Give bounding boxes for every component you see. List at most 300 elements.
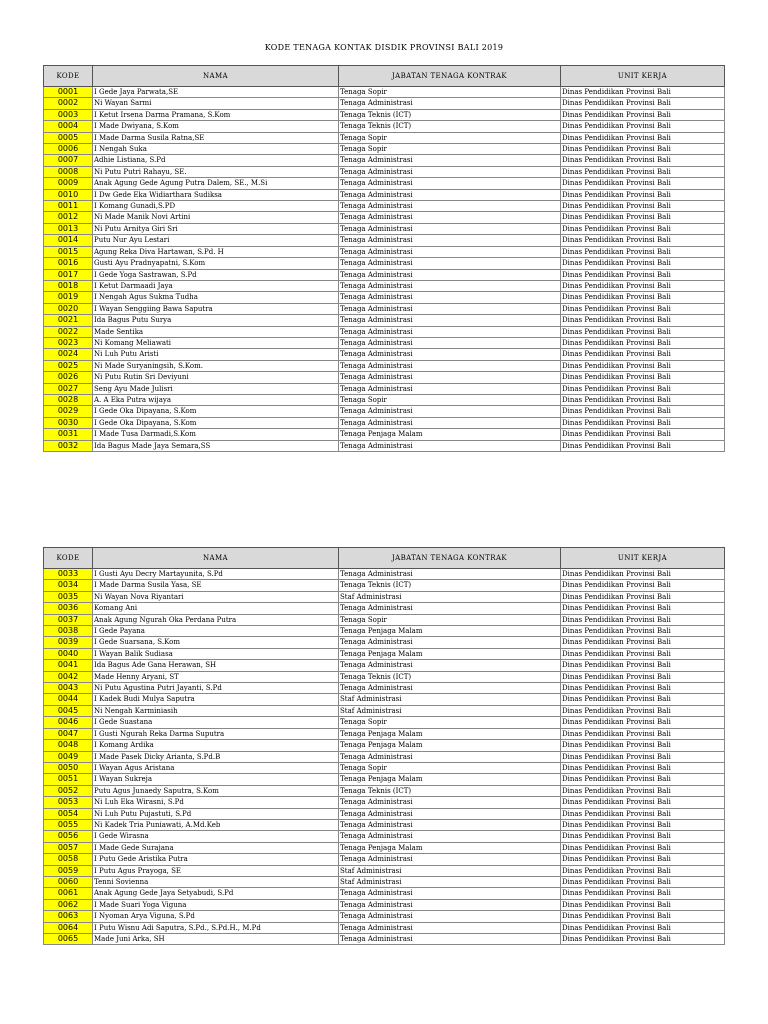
cell-kode: 0038 (44, 626, 93, 637)
cell-nama: I Gede Jaya Parwata,SE (93, 87, 339, 98)
cell-nama: I Dw Gede Eka Widiarthara Sudiksa (93, 189, 339, 200)
cell-kode: 0025 (44, 360, 93, 371)
cell-nama: Adhie Listiana, S.Pd (93, 155, 339, 166)
cell-unit-kerja: Dinas Pendidikan Provinsi Bali (561, 637, 725, 648)
cell-jabatan: Tenaga Administrasi (339, 235, 561, 246)
cell-jabatan: Tenaga Administrasi (339, 888, 561, 899)
cell-nama: I Nengah Suka (93, 144, 339, 155)
table-row (44, 569, 725, 580)
cell-kode: 0002 (44, 98, 93, 109)
cell-kode: 0001 (44, 87, 93, 98)
cell-nama: I Putu Agus Prayoga, SE (93, 865, 339, 876)
table-row (44, 808, 725, 819)
cell-jabatan: Tenaga Administrasi (339, 797, 561, 808)
cell-nama: Anak Agung Ngurah Oka Perdana Putra (93, 614, 339, 625)
cell-nama: A. A Eka Putra wijaya (93, 394, 339, 405)
cell-jabatan: Tenaga Administrasi (339, 315, 561, 326)
cell-jabatan: Tenaga Administrasi (339, 337, 561, 348)
cell-nama: I Komang Ardika (93, 740, 339, 751)
cell-kode: 0012 (44, 212, 93, 223)
cell-nama: Ni Wayan Sarmi (93, 98, 339, 109)
cell-nama: I Gede Suastana (93, 717, 339, 728)
cell-kode: 0053 (44, 797, 93, 808)
cell-jabatan: Tenaga Administrasi (339, 637, 561, 648)
cell-kode: 0050 (44, 762, 93, 773)
cell-kode: 0026 (44, 372, 93, 383)
cell-kode: 0051 (44, 774, 93, 785)
table-row (44, 717, 725, 728)
cell-unit-kerja: Dinas Pendidikan Provinsi Bali (561, 808, 725, 819)
table-row (44, 212, 725, 223)
cell-nama: I Made Darma Susila Ratna,SE (93, 132, 339, 143)
cell-jabatan: Tenaga Administrasi (339, 201, 561, 212)
cell-nama: Made Juni Arka, SH (93, 934, 339, 945)
cell-nama: Ni Kadek Tria Puniawati, A.Md.Keb (93, 819, 339, 830)
cell-kode: 0017 (44, 269, 93, 280)
cell-unit-kerja: Dinas Pendidikan Provinsi Bali (561, 440, 725, 451)
cell-unit-kerja: Dinas Pendidikan Provinsi Bali (561, 762, 725, 773)
cell-kode: 0061 (44, 888, 93, 899)
header-kode: KODE (44, 548, 93, 569)
table-row (44, 660, 725, 671)
cell-kode: 0024 (44, 349, 93, 360)
table-row (44, 144, 725, 155)
table-row (44, 189, 725, 200)
cell-kode: 0027 (44, 383, 93, 394)
cell-jabatan: Tenaga Administrasi (339, 189, 561, 200)
cell-nama: I Made Pasek Dicky Arianta, S.Pd.B (93, 751, 339, 762)
cell-nama: I Ketut Irsena Darma Pramana, S.Kom (93, 109, 339, 120)
cell-unit-kerja: Dinas Pendidikan Provinsi Bali (561, 717, 725, 728)
cell-unit-kerja: Dinas Pendidikan Provinsi Bali (561, 705, 725, 716)
cell-unit-kerja: Dinas Pendidikan Provinsi Bali (561, 337, 725, 348)
cell-jabatan: Tenaga Administrasi (339, 372, 561, 383)
cell-unit-kerja: Dinas Pendidikan Provinsi Bali (561, 922, 725, 933)
cell-jabatan: Tenaga Administrasi (339, 569, 561, 580)
cell-jabatan: Tenaga Teknis (ICT) (339, 109, 561, 120)
cell-unit-kerja: Dinas Pendidikan Provinsi Bali (561, 132, 725, 143)
cell-nama: Ni Putu Putri Rahayu, SE. (93, 166, 339, 177)
cell-kode: 0062 (44, 899, 93, 910)
cell-kode: 0040 (44, 648, 93, 659)
cell-unit-kerja: Dinas Pendidikan Provinsi Bali (561, 189, 725, 200)
table-header-row (44, 66, 725, 87)
cell-jabatan: Tenaga Penjaga Malam (339, 429, 561, 440)
cell-unit-kerja: Dinas Pendidikan Provinsi Bali (561, 166, 725, 177)
cell-kode: 0034 (44, 580, 93, 591)
cell-unit-kerja: Dinas Pendidikan Provinsi Bali (561, 591, 725, 602)
cell-kode: 0010 (44, 189, 93, 200)
cell-nama: I Made Gede Surajana (93, 842, 339, 853)
cell-nama: I Made Suari Yoga Viguna (93, 899, 339, 910)
cell-kode: 0031 (44, 429, 93, 440)
table-row (44, 201, 725, 212)
cell-nama: I Wayan Senggiing Bawa Saputra (93, 303, 339, 314)
cell-kode: 0006 (44, 144, 93, 155)
table-row (44, 98, 725, 109)
cell-kode: 0020 (44, 303, 93, 314)
cell-jabatan: Staf Administrasi (339, 705, 561, 716)
cell-jabatan: Tenaga Administrasi (339, 383, 561, 394)
header-unit-kerja: UNIT KERJA (561, 548, 725, 569)
cell-nama: I Komang Gunadi,S.PD (93, 201, 339, 212)
table-row (44, 417, 725, 428)
cell-kode: 0059 (44, 865, 93, 876)
cell-unit-kerja: Dinas Pendidikan Provinsi Bali (561, 671, 725, 682)
table-row (44, 762, 725, 773)
cell-jabatan: Tenaga Administrasi (339, 212, 561, 223)
header-jabatan: JABATAN TENAGA KONTRAK (339, 66, 561, 87)
cell-kode: 0032 (44, 440, 93, 451)
cell-unit-kerja: Dinas Pendidikan Provinsi Bali (561, 660, 725, 671)
table-row (44, 751, 725, 762)
cell-unit-kerja: Dinas Pendidikan Provinsi Bali (561, 98, 725, 109)
table-row (44, 166, 725, 177)
table-row (44, 683, 725, 694)
cell-jabatan: Tenaga Sopir (339, 614, 561, 625)
cell-unit-kerja: Dinas Pendidikan Provinsi Bali (561, 212, 725, 223)
header-nama: NAMA (93, 66, 339, 87)
table-header-row (44, 548, 725, 569)
cell-kode: 0019 (44, 292, 93, 303)
cell-unit-kerja: Dinas Pendidikan Provinsi Bali (561, 580, 725, 591)
cell-nama: Ni Wayan Nova Riyantari (93, 591, 339, 602)
cell-nama: I Putu Wisnu Adi Saputra, S.Pd., S.Pd.H., M.Pd (93, 922, 339, 933)
cell-kode: 0035 (44, 591, 93, 602)
table-row (44, 648, 725, 659)
cell-unit-kerja: Dinas Pendidikan Provinsi Bali (561, 349, 725, 360)
cell-kode: 0052 (44, 785, 93, 796)
cell-kode: 0063 (44, 911, 93, 922)
cell-nama: I Gusti Ngurah Reka Darma Suputra (93, 728, 339, 739)
cell-kode: 0057 (44, 842, 93, 853)
cell-unit-kerja: Dinas Pendidikan Provinsi Bali (561, 109, 725, 120)
cell-kode: 0042 (44, 671, 93, 682)
table-row (44, 614, 725, 625)
table-row (44, 740, 725, 751)
cell-unit-kerja: Dinas Pendidikan Provinsi Bali (561, 144, 725, 155)
cell-unit-kerja: Dinas Pendidikan Provinsi Bali (561, 394, 725, 405)
cell-kode: 0023 (44, 337, 93, 348)
cell-unit-kerja: Dinas Pendidikan Provinsi Bali (561, 315, 725, 326)
cell-jabatan: Tenaga Administrasi (339, 98, 561, 109)
cell-unit-kerja: Dinas Pendidikan Provinsi Bali (561, 842, 725, 853)
cell-kode: 0004 (44, 121, 93, 132)
cell-nama: Agung Reka Diva Hartawan, S.Pd. H (93, 246, 339, 257)
table-row (44, 842, 725, 853)
table-row (44, 626, 725, 637)
cell-nama: I Gede Oka Dipayana, S.Kom (93, 417, 339, 428)
cell-kode: 0028 (44, 394, 93, 405)
cell-unit-kerja: Dinas Pendidikan Provinsi Bali (561, 258, 725, 269)
cell-nama: Made Sentika (93, 326, 339, 337)
cell-kode: 0049 (44, 751, 93, 762)
cell-nama: Komang Ani (93, 603, 339, 614)
table-row (44, 934, 725, 945)
cell-nama: I Gede Payana (93, 626, 339, 637)
cell-kode: 0016 (44, 258, 93, 269)
cell-unit-kerja: Dinas Pendidikan Provinsi Bali (561, 235, 725, 246)
cell-nama: I Wayan Sukreja (93, 774, 339, 785)
table-row (44, 705, 725, 716)
table-row (44, 349, 725, 360)
cell-unit-kerja: Dinas Pendidikan Provinsi Bali (561, 934, 725, 945)
cell-nama: I Putu Gede Aristika Putra (93, 854, 339, 865)
table-row (44, 360, 725, 371)
cell-jabatan: Tenaga Administrasi (339, 922, 561, 933)
cell-unit-kerja: Dinas Pendidikan Provinsi Bali (561, 292, 725, 303)
cell-jabatan: Staf Administrasi (339, 591, 561, 602)
table-row (44, 580, 725, 591)
page-title: KODE TENAGA KONTAK DISDIK PROVINSI BALI 2019 (264, 43, 504, 52)
table-row (44, 326, 725, 337)
cell-unit-kerja: Dinas Pendidikan Provinsi Bali (561, 876, 725, 887)
header-jabatan: JABATAN TENAGA KONTRAK (339, 548, 561, 569)
cell-nama: I Gede Yoga Sastrawan, S.Pd (93, 269, 339, 280)
cell-unit-kerja: Dinas Pendidikan Provinsi Bali (561, 797, 725, 808)
cell-jabatan: Tenaga Administrasi (339, 292, 561, 303)
cell-unit-kerja: Dinas Pendidikan Provinsi Bali (561, 383, 725, 394)
header-nama: NAMA (93, 548, 339, 569)
cell-kode: 0030 (44, 417, 93, 428)
cell-kode: 0055 (44, 819, 93, 830)
cell-unit-kerja: Dinas Pendidikan Provinsi Bali (561, 911, 725, 922)
cell-jabatan: Tenaga Teknis (ICT) (339, 580, 561, 591)
cell-nama: Putu Nur Ayu Lestari (93, 235, 339, 246)
cell-unit-kerja: Dinas Pendidikan Provinsi Bali (561, 201, 725, 212)
table-row (44, 406, 725, 417)
table-row (44, 178, 725, 189)
cell-nama: I Ketut Darmaadi Jaya (93, 280, 339, 291)
cell-jabatan: Tenaga Sopir (339, 394, 561, 405)
table-row (44, 258, 725, 269)
cell-kode: 0047 (44, 728, 93, 739)
cell-unit-kerja: Dinas Pendidikan Provinsi Bali (561, 785, 725, 796)
cell-jabatan: Tenaga Administrasi (339, 349, 561, 360)
cell-kode: 0058 (44, 854, 93, 865)
cell-nama: I Nengah Agus Sukma Tudha (93, 292, 339, 303)
table-row (44, 819, 725, 830)
cell-nama: Ni Putu Arnitya Giri Sri (93, 223, 339, 234)
cell-jabatan: Tenaga Administrasi (339, 417, 561, 428)
cell-nama: I Made Tusa Darmadi,S.Kom (93, 429, 339, 440)
table-row (44, 292, 725, 303)
cell-unit-kerja: Dinas Pendidikan Provinsi Bali (561, 831, 725, 842)
cell-kode: 0046 (44, 717, 93, 728)
cell-kode: 0043 (44, 683, 93, 694)
table-row (44, 774, 725, 785)
cell-unit-kerja: Dinas Pendidikan Provinsi Bali (561, 429, 725, 440)
cell-jabatan: Tenaga Penjaga Malam (339, 728, 561, 739)
cell-nama: Anak Agung Gede Agung Putra Dalem, SE., M.Si (93, 178, 339, 189)
table-row (44, 223, 725, 234)
cell-jabatan: Tenaga Administrasi (339, 258, 561, 269)
cell-jabatan: Tenaga Administrasi (339, 683, 561, 694)
cell-jabatan: Tenaga Penjaga Malam (339, 740, 561, 751)
cell-jabatan: Tenaga Teknis (ICT) (339, 121, 561, 132)
cell-jabatan: Tenaga Penjaga Malam (339, 648, 561, 659)
cell-nama: Ni Komang Meliawati (93, 337, 339, 348)
cell-jabatan: Tenaga Administrasi (339, 269, 561, 280)
cell-jabatan: Tenaga Sopir (339, 132, 561, 143)
cell-nama: Seng Ayu Made Julisri (93, 383, 339, 394)
cell-nama: Ni Luh Eka Wirasni, S.Pd (93, 797, 339, 808)
cell-nama: Ni Made Suryaningsih, S.Kom. (93, 360, 339, 371)
cell-unit-kerja: Dinas Pendidikan Provinsi Bali (561, 326, 725, 337)
table-row (44, 280, 725, 291)
cell-nama: Anak Agung Gede Jaya Setyabudi, S.Pd (93, 888, 339, 899)
table-row (44, 429, 725, 440)
cell-kode: 0054 (44, 808, 93, 819)
cell-jabatan: Tenaga Administrasi (339, 831, 561, 842)
cell-kode: 0045 (44, 705, 93, 716)
cell-jabatan: Tenaga Penjaga Malam (339, 626, 561, 637)
cell-unit-kerja: Dinas Pendidikan Provinsi Bali (561, 728, 725, 739)
cell-unit-kerja: Dinas Pendidikan Provinsi Bali (561, 223, 725, 234)
cell-nama: I Kadek Budi Mulya Saputra (93, 694, 339, 705)
cell-kode: 0033 (44, 569, 93, 580)
cell-kode: 0065 (44, 934, 93, 945)
cell-unit-kerja: Dinas Pendidikan Provinsi Bali (561, 246, 725, 257)
cell-unit-kerja: Dinas Pendidikan Provinsi Bali (561, 740, 725, 751)
cell-kode: 0005 (44, 132, 93, 143)
cell-nama: Made Henny Aryani, ST (93, 671, 339, 682)
table-row (44, 337, 725, 348)
cell-nama: Ni Putu Agustina Putri Jayanti, S.Pd (93, 683, 339, 694)
cell-nama: Gusti Ayu Pradnyapatni, S.Kom (93, 258, 339, 269)
table-row (44, 899, 725, 910)
cell-jabatan: Tenaga Administrasi (339, 326, 561, 337)
cell-jabatan: Tenaga Teknis (ICT) (339, 671, 561, 682)
table-row (44, 155, 725, 166)
table-body (44, 87, 725, 452)
table-row (44, 372, 725, 383)
contract-staff-table-2 (43, 547, 725, 945)
cell-kode: 0056 (44, 831, 93, 842)
table-row (44, 911, 725, 922)
table-row (44, 876, 725, 887)
contract-staff-table-1 (43, 65, 725, 452)
header-unit-kerja: UNIT KERJA (561, 66, 725, 87)
cell-unit-kerja: Dinas Pendidikan Provinsi Bali (561, 303, 725, 314)
cell-nama: I Wayan Balik Sudiasa (93, 648, 339, 659)
cell-nama: I Gede Wirasna (93, 831, 339, 842)
cell-jabatan: Tenaga Sopir (339, 762, 561, 773)
cell-jabatan: Tenaga Administrasi (339, 899, 561, 910)
cell-jabatan: Tenaga Administrasi (339, 440, 561, 451)
cell-kode: 0029 (44, 406, 93, 417)
cell-nama: I Wayan Agus Aristana (93, 762, 339, 773)
table-row (44, 888, 725, 899)
cell-unit-kerja: Dinas Pendidikan Provinsi Bali (561, 569, 725, 580)
table-body (44, 569, 725, 945)
cell-jabatan: Tenaga Sopir (339, 87, 561, 98)
cell-jabatan: Staf Administrasi (339, 876, 561, 887)
table-row (44, 854, 725, 865)
table-row (44, 440, 725, 451)
cell-nama: I Made Darma Susila Yasa, SE (93, 580, 339, 591)
cell-nama: Ni Putu Rutin Sri Deviyuni (93, 372, 339, 383)
cell-kode: 0022 (44, 326, 93, 337)
cell-kode: 0036 (44, 603, 93, 614)
cell-jabatan: Tenaga Administrasi (339, 854, 561, 865)
cell-jabatan: Tenaga Sopir (339, 717, 561, 728)
cell-unit-kerja: Dinas Pendidikan Provinsi Bali (561, 417, 725, 428)
cell-jabatan: Tenaga Administrasi (339, 819, 561, 830)
cell-nama: I Gede Oka Dipayana, S.Kom (93, 406, 339, 417)
table-row (44, 87, 725, 98)
table-row (44, 132, 725, 143)
cell-nama: Ni Nengah Karminiasih (93, 705, 339, 716)
cell-kode: 0011 (44, 201, 93, 212)
cell-jabatan: Tenaga Administrasi (339, 406, 561, 417)
cell-jabatan: Tenaga Penjaga Malam (339, 774, 561, 785)
cell-jabatan: Tenaga Administrasi (339, 360, 561, 371)
cell-kode: 0041 (44, 660, 93, 671)
table-row (44, 269, 725, 280)
cell-unit-kerja: Dinas Pendidikan Provinsi Bali (561, 269, 725, 280)
cell-unit-kerja: Dinas Pendidikan Provinsi Bali (561, 121, 725, 132)
cell-unit-kerja: Dinas Pendidikan Provinsi Bali (561, 694, 725, 705)
cell-unit-kerja: Dinas Pendidikan Provinsi Bali (561, 751, 725, 762)
table-row (44, 394, 725, 405)
table-row (44, 785, 725, 796)
table-row (44, 831, 725, 842)
table-row (44, 728, 725, 739)
cell-kode: 0044 (44, 694, 93, 705)
cell-jabatan: Tenaga Penjaga Malam (339, 842, 561, 853)
cell-nama: Tenni Sovienna (93, 876, 339, 887)
cell-unit-kerja: Dinas Pendidikan Provinsi Bali (561, 360, 725, 371)
cell-kode: 0013 (44, 223, 93, 234)
cell-jabatan: Tenaga Administrasi (339, 911, 561, 922)
cell-kode: 0007 (44, 155, 93, 166)
cell-unit-kerja: Dinas Pendidikan Provinsi Bali (561, 372, 725, 383)
cell-kode: 0018 (44, 280, 93, 291)
cell-unit-kerja: Dinas Pendidikan Provinsi Bali (561, 683, 725, 694)
cell-kode: 0009 (44, 178, 93, 189)
cell-nama: I Nyoman Arya Viguna, S.Pd (93, 911, 339, 922)
cell-kode: 0015 (44, 246, 93, 257)
table-row (44, 922, 725, 933)
table-row (44, 315, 725, 326)
cell-nama: Putu Agus Junaedy Saputra, S.Kom (93, 785, 339, 796)
table-row (44, 591, 725, 602)
cell-kode: 0003 (44, 109, 93, 120)
cell-kode: 0060 (44, 876, 93, 887)
cell-unit-kerja: Dinas Pendidikan Provinsi Bali (561, 603, 725, 614)
cell-jabatan: Tenaga Administrasi (339, 934, 561, 945)
cell-jabatan: Staf Administrasi (339, 865, 561, 876)
cell-nama: Ni Luh Putu Pujastuti, S.Pd (93, 808, 339, 819)
cell-nama: Ni Luh Putu Aristi (93, 349, 339, 360)
cell-unit-kerja: Dinas Pendidikan Provinsi Bali (561, 648, 725, 659)
cell-jabatan: Tenaga Administrasi (339, 246, 561, 257)
cell-kode: 0048 (44, 740, 93, 751)
cell-nama: Ni Made Manik Novi Artini (93, 212, 339, 223)
cell-jabatan: Tenaga Administrasi (339, 751, 561, 762)
cell-unit-kerja: Dinas Pendidikan Provinsi Bali (561, 155, 725, 166)
cell-nama: Ida Bagus Putu Surya (93, 315, 339, 326)
table-row (44, 603, 725, 614)
cell-kode: 0014 (44, 235, 93, 246)
cell-nama: Ida Bagus Made Jaya Semara,SS (93, 440, 339, 451)
table-row (44, 671, 725, 682)
cell-nama: I Gusti Ayu Decry Martayunita, S.Pd (93, 569, 339, 580)
table-row (44, 694, 725, 705)
cell-unit-kerja: Dinas Pendidikan Provinsi Bali (561, 774, 725, 785)
table-row (44, 797, 725, 808)
